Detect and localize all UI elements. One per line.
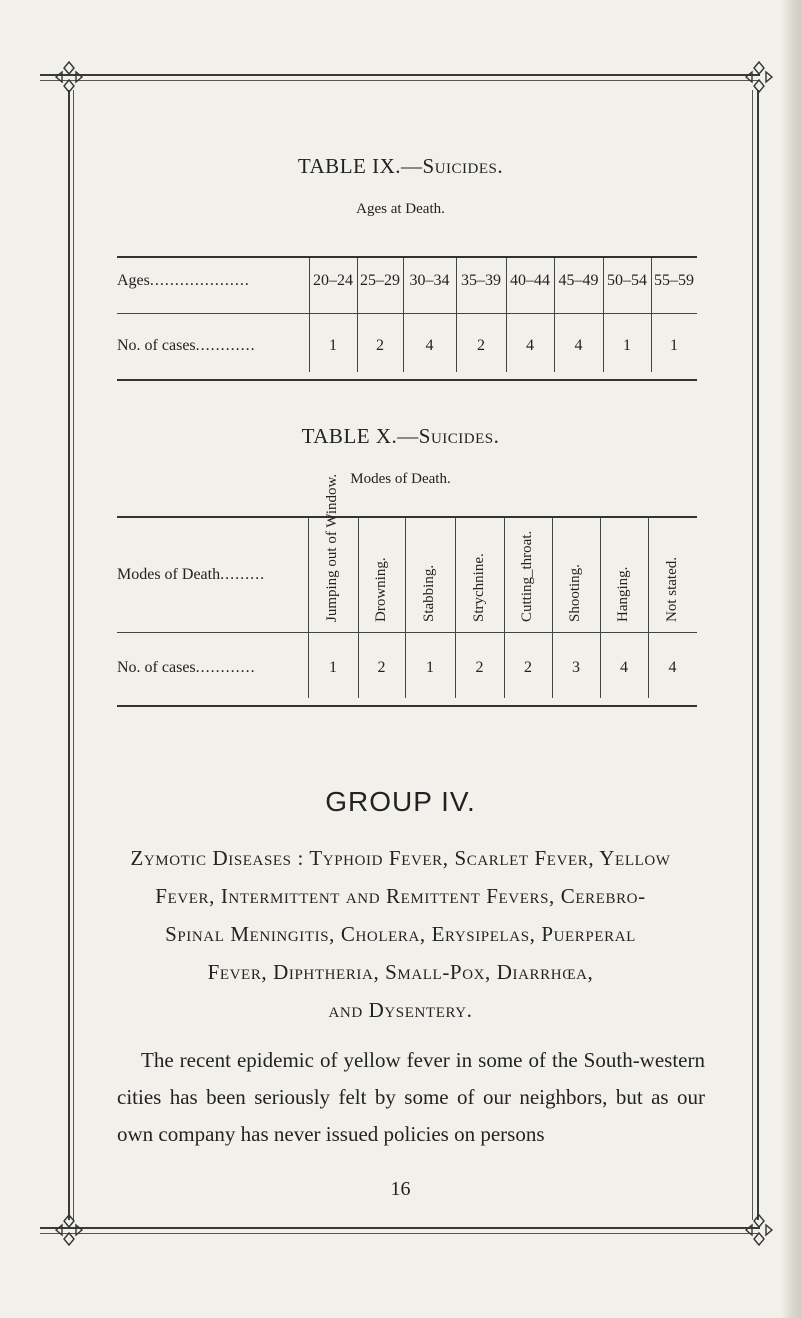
- corner-ornament-bottom-left: [52, 1213, 86, 1247]
- table10-case-count: 3: [572, 659, 580, 676]
- table9-title-sc: Suicides.: [422, 154, 504, 178]
- border-bottom-inner: [40, 1233, 760, 1234]
- table9-subtitle: Ages at Death.: [356, 201, 445, 217]
- table9-age-header: 55–59: [654, 272, 694, 289]
- table9-case-count: 2: [477, 337, 485, 354]
- group-diseases-line-3: Spinal Meningitis, Cholera, Erysipelas, Puerperal: [165, 922, 636, 946]
- table9-age-header: 30–34: [409, 272, 450, 289]
- group-title: GROUP IV.: [325, 786, 476, 817]
- table10-case-count: 1: [329, 659, 337, 676]
- table10-mode-header: Not stated.: [664, 557, 680, 622]
- group-diseases-line-4: Fever, Diphtheria, Small-Pox, Diarrhœa,: [207, 960, 594, 984]
- table10-case-count: 4: [620, 659, 628, 676]
- border-top: [40, 74, 760, 76]
- page-edge-shadow: [781, 0, 801, 1318]
- corner-ornament-top-right: [742, 60, 776, 94]
- table10-row-label-modes: Modes of Death.........: [117, 566, 266, 583]
- table9-row-label-ages: Ages....................: [117, 272, 250, 289]
- border-right: [757, 90, 759, 1220]
- table9-title-main: TABLE IX.—: [297, 154, 423, 178]
- table10-mode-header: Cutting_throat.: [519, 530, 535, 622]
- table10-mode-header: Jumping out of Window.: [324, 473, 340, 622]
- table9-age-header: 25–29: [360, 272, 400, 289]
- border-top-inner: [40, 80, 760, 81]
- group-diseases-line-5: and Dysentery.: [328, 998, 473, 1022]
- table10-mode-header: Stabbing.: [421, 564, 437, 622]
- corner-ornament-bottom-right: [742, 1213, 776, 1247]
- table9-row-label-cases: No. of cases............: [117, 337, 256, 354]
- border-left-inner: [73, 90, 74, 1220]
- table10-title-sc: Suicides.: [418, 424, 500, 448]
- table9-case-count: 4: [526, 337, 534, 354]
- table9-age-header: 50–54: [607, 272, 647, 289]
- table10-case-count: 2: [475, 659, 484, 676]
- table9-case-count: 2: [376, 337, 384, 354]
- table9-age-header: 35–39: [461, 272, 501, 289]
- table10-case-count: 2: [524, 659, 532, 676]
- table10-row-label-cases: No. of cases............: [117, 659, 256, 676]
- table9-bottom-rule: [117, 379, 697, 381]
- table9-case-count: 1: [670, 337, 678, 354]
- table9-case-count: 4: [574, 337, 583, 354]
- border-left: [68, 90, 70, 1220]
- table10-mode-header: Hanging.: [615, 566, 631, 622]
- table10-case-count: 4: [668, 659, 677, 676]
- corner-ornament-top-left: [52, 60, 86, 94]
- table9-case-count: 1: [329, 337, 337, 354]
- table9-age-header: 20–24: [313, 272, 353, 289]
- table10-mode-header: Drowning.: [373, 557, 389, 622]
- group-diseases-line-2: Fever, Intermittent and Remittent Fevers, Cerebro-: [155, 884, 646, 908]
- body-paragraph-text: The recent epidemic of yellow fever in some of the South-western cities has been seriously felt by some of our neighbors, but as our own company has never issued policies on persons: [117, 1048, 705, 1146]
- table9-mid-rule: [117, 313, 697, 314]
- table10-bottom-rule: [117, 705, 697, 707]
- table9-age-header: 40–44: [510, 272, 550, 289]
- table9-case-count: 4: [425, 337, 434, 354]
- page-number: 16: [390, 1178, 411, 1200]
- border-bottom: [40, 1227, 760, 1229]
- table10-case-count: 2: [377, 659, 386, 676]
- table9-case-count: 1: [623, 337, 631, 354]
- body-paragraph: [117, 1042, 705, 1153]
- table10-title: [0, 424, 801, 449]
- table10-mode-header: Shooting.: [567, 564, 583, 622]
- table9-top-rule: [117, 256, 697, 258]
- table10-top-rule: [117, 516, 697, 518]
- group-diseases-line-1: Zymotic Diseases : Typhoid Fever, Scarlet Fever, Yellow: [130, 846, 671, 870]
- table9-title: [0, 154, 801, 179]
- border-right-inner: [752, 90, 753, 1220]
- table10-mode-header: Strychnine.: [471, 553, 487, 622]
- table9-age-header: 45–49: [558, 272, 599, 289]
- table10-subtitle: Modes of Death.: [350, 471, 451, 487]
- table10-mid-rule: [117, 632, 697, 633]
- table10-title-main: TABLE X.—: [301, 424, 419, 448]
- table10-case-count: 1: [426, 659, 434, 676]
